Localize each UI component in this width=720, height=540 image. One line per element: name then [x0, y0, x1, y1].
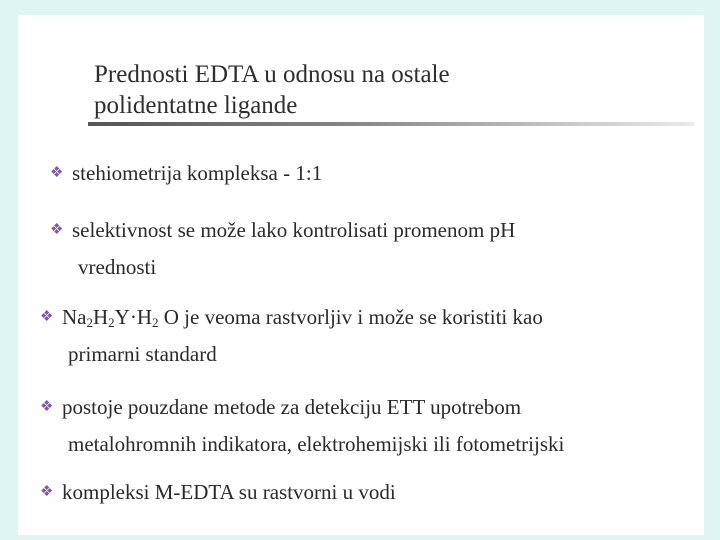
- title-line-2: polidentatne ligande: [94, 92, 298, 119]
- bullet-text: O je veoma rastvorljiv i može se koristiti kao: [163, 305, 543, 329]
- bullet-selectivity: [50, 212, 516, 286]
- diamond-bullet-icon: ❖: [50, 222, 64, 238]
- title-line-1: Prednosti EDTA u odnosu na ostale: [94, 61, 450, 88]
- bullet-text-continuation: primarni standard: [68, 342, 217, 366]
- bullet-stoichiometry: [50, 155, 323, 192]
- title-underline: [88, 122, 694, 126]
- bullet-na2h2y-solubility: [40, 299, 543, 373]
- bullet-text: selektivnost se može lako kontrolisati promenom pH: [72, 218, 516, 242]
- formula-y-dot-h: Y·H: [114, 305, 152, 329]
- bullet-text-continuation: metalohromnih indikatora, elektrohemijski ili fotometrijski: [68, 432, 565, 456]
- bullet-text: postoje pouzdane metode za detekciju ETT upotrebom: [62, 395, 522, 419]
- formula-subscript: 2: [86, 315, 93, 330]
- slide-title: [94, 59, 654, 121]
- bullet-text-formula: [62, 305, 543, 329]
- formula-subscript: 2: [108, 315, 115, 330]
- diamond-bullet-icon: ❖: [40, 484, 54, 500]
- bullet-text-continuation: vrednosti: [78, 255, 157, 279]
- formula-h: H: [93, 305, 109, 329]
- bullet-water-soluble: [40, 474, 396, 511]
- formula-na: Na: [62, 305, 87, 329]
- formula-subscript: 2: [152, 315, 159, 330]
- diamond-bullet-icon: ❖: [40, 399, 54, 415]
- bullet-detection-methods: [40, 389, 565, 463]
- slide: [18, 15, 704, 535]
- diamond-bullet-icon: ❖: [50, 165, 64, 181]
- bullet-text: kompleksi M-EDTA su rastvorni u vodi: [62, 480, 396, 504]
- diamond-bullet-icon: ❖: [40, 309, 54, 325]
- bullet-text: stehiometrija kompleksa - 1:1: [72, 161, 323, 185]
